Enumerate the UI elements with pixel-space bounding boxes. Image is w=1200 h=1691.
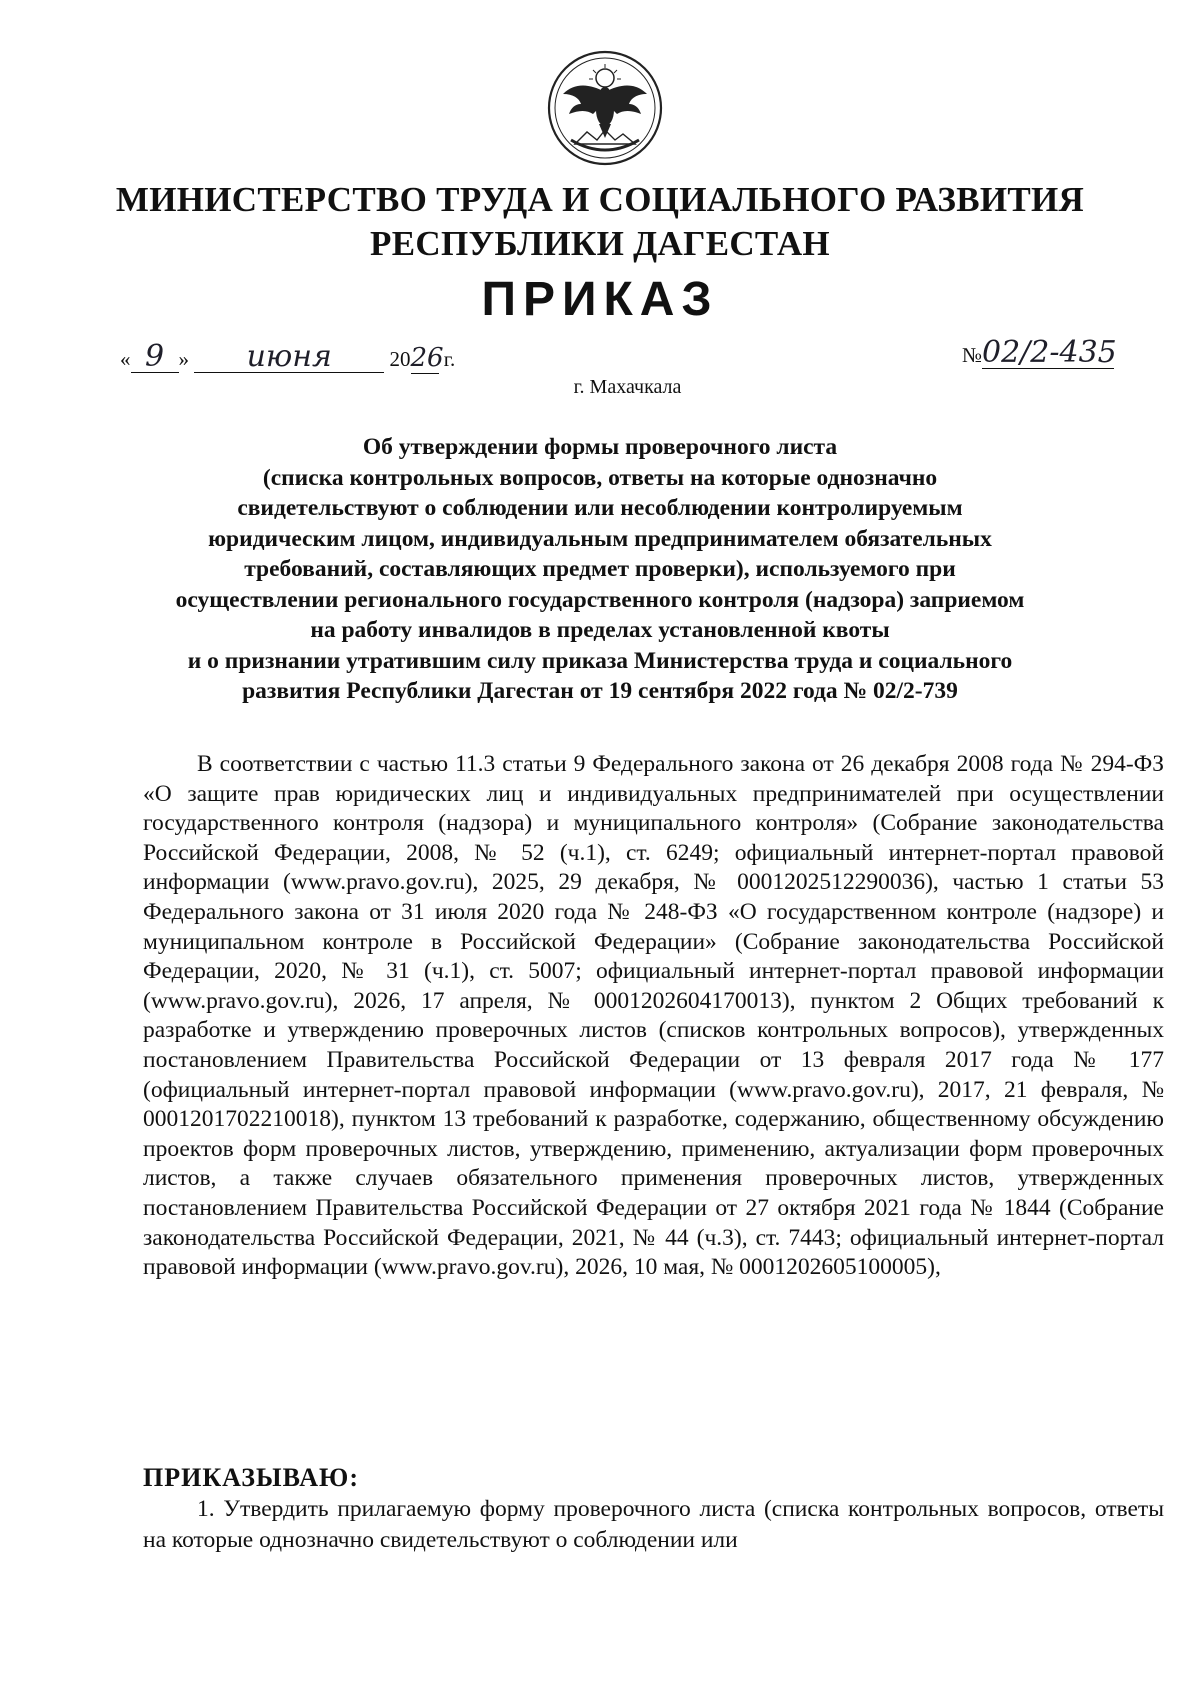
date-year-label: г. (443, 347, 456, 371)
ministry-line-2: РЕСПУБЛИКИ ДАГЕСТАН (370, 224, 830, 263)
subject-line: осуществлении регионального государственного контроля (надзора) заприемом (175, 586, 1025, 613)
document-type-title: ПРИКАЗ (481, 273, 719, 326)
number-value: 02/2-435 (982, 335, 1117, 370)
subject-line: требований, составляющих предмет проверки), используемого при (244, 556, 956, 582)
preamble-paragraph: В соответствии с частью 11.3 статьи 9 Федерального закона от 26 декабря 2008 года № 294-ФЗ «О защите прав юридических лиц и индивидуальных предпринимателей при осуществлении государственного контроля (надзора) и муниципального контроля» (Собрание законодательства Российской Федерации, 2008, № 52 (ч.1), ст. 6249; официальный интернет-портал правовой информации (www.pravo.gov.ru), 2025, 29 декабря, № 0001202512290036), частью 1 статьи 53 Федерального закона от 31 июля 2020 года № 248-ФЗ «О государственном контроле (надзоре) и муниципальном контроле в Российской Федерации» (Собрание законодательства Российской Федерации, 2020, № 31 (ч.1), ст. 5007; официальный интернет-портал правовой информации (www.pravo.gov.ru), 2026, 17 апреля, № 0001202604170013), пунктом 2 Общих требований к разработке и утверждению проверочных листов (списков контрольных вопросов), утвержденных постановлением Правительства Российской Федерации от 13 февраля 2017 года № 177 (официальный интернет-портал правовой информации (www.pravo.gov.ru), 2017, 21 февраля, № 0001201702210018), пунктом 13 требований к разработке, содержанию, общественному обсуждению проектов форм проверочных листов, утверждению, применению, актуализации форм проверочных листов, а также случаев обязательного применения проверочных листов, утвержденных постановлением Правительства Российской Федерации от 27 октября 2021 года № 1844 (Собрание законодательства Российской Федерации, 2021, № 44 (ч.3), ст. 7443; официальный интернет-портал правовой информации (www.pravo.gov.ru), 2026, 10 мая, № 0001202605100005), (143, 751, 1164, 1281)
date-close-quote: » (178, 347, 189, 371)
date-year-suffix: 26 (410, 343, 444, 373)
order-item-1: 1. Утвердить прилагаемую форму проверочного листа (списка контрольных вопросов, ответы на которые однозначно свидетельствуют о соблюдении или (143, 1496, 1164, 1553)
subject-line: (списка контрольных вопросов, ответы на которые однозначно (262, 464, 938, 491)
command-word: ПРИКАЗЫВАЮ: (143, 1463, 359, 1492)
order-number (961, 335, 1117, 370)
date-month: июня (194, 342, 384, 373)
ministry-line-1: МИНИСТЕРСТВО ТРУДА И СОЦИАЛЬНОГО РАЗВИТИЯ (115, 180, 1085, 219)
subject-line: развития Республики Дагестан от 19 сентября 2022 года № 02/2-739 (242, 678, 958, 704)
date-day: 9 (131, 342, 179, 373)
subject-line: и о признании утратившим силу приказа Министерства труда и социального (187, 647, 1013, 674)
number-label: № (961, 343, 982, 367)
subject-line: свидетельствуют о соблюдении или несоблюдении контролируемым (237, 495, 963, 521)
subject-line: Об утверждении формы проверочного листа (362, 434, 838, 460)
order-subject (120, 432, 1080, 707)
subject-line: на работу инвалидов в пределах установленной квоты (310, 617, 890, 643)
date-open-quote: « (120, 347, 131, 371)
date-year-prefix: 20 (389, 347, 411, 371)
order-date (120, 339, 456, 374)
subject-line: юридическим лицом, индивидуальным предпринимателем обязательных (208, 525, 992, 552)
city: г. Махачкала (573, 376, 682, 398)
coat-of-arms-emblem (545, 48, 665, 168)
ministry-name (80, 178, 1120, 266)
